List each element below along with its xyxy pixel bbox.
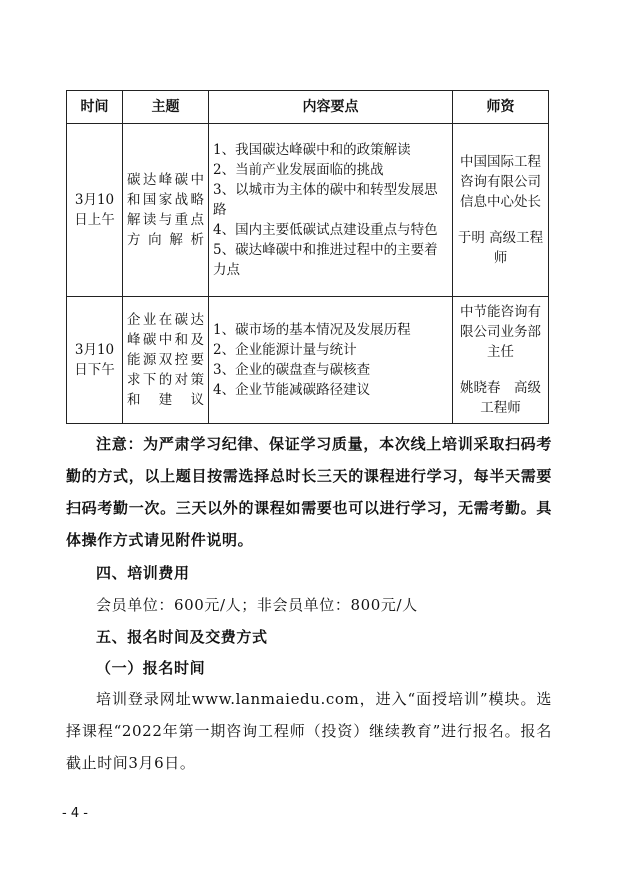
table-header-row [67,91,549,124]
session-content [209,124,453,297]
teacher-organization: 中节能咨询有限公司业务部主任 [460,304,541,360]
content-list [213,320,448,400]
content-item: 3、企业的碳盘查与碳核查 [213,362,371,378]
fee-text: 会员单位：600元/人；非会员单位：800元/人 [96,596,418,614]
session-topic: 碳达峰碳中和国家战略解读与重点方向解析 [123,124,209,297]
session-content [209,297,453,424]
session-teacher [453,124,549,297]
content-item: 1、碳市场的基本情况及发展历程 [213,322,411,338]
teacher-name: 于明 高级工程师 [457,230,544,266]
registration-time-text: 培训登录网址www.lanmaiedu.com，进入“面授培训”模块。选择课程“2022年第一期咨询工程师（投资）继续教育”进行报名。报名截止时间3月6日。 [66,690,552,772]
subsection-heading-registration-time: （一）报名时间 [96,659,206,677]
content-item: 4、企业节能减碳路径建议 [213,382,371,398]
header-teacher: 师资 [453,91,549,124]
session-time: 3月10日下午 [67,297,123,424]
attendance-notice: 注意：为严肃学习纪律、保证学习质量，本次线上培训采取扫码考勤的方式，以上题目按需选择总时长三天的课程进行学习，每半天需要扫码考勤一次。三天以外的课程如需要也可以进行学习，无需考勤。具体操作方式请见附件说明。 [66,435,552,549]
section-heading-fees: 四、培训费用 [96,564,190,582]
table-row [67,124,549,297]
content-item: 2、企业能源计量与统计 [213,342,357,358]
session-teacher [453,297,549,424]
teacher-name: 姚晓春 高级工程师 [460,380,541,416]
page-number: - 4 - [62,806,88,821]
teacher-organization: 中国国际工程咨询有限公司信息中心处长 [460,154,541,210]
content-item: 4、国内主要低碳试点建设重点与特色 [213,222,438,238]
header-time: 时间 [67,91,123,124]
table-row [67,297,549,424]
header-topic: 主题 [123,91,209,124]
session-time: 3月10日上午 [67,124,123,297]
header-content: 内容要点 [209,91,453,124]
content-item: 3、以城市为主体的碳中和转型发展思路 [213,182,438,218]
content-item: 5、碳达峰碳中和推进过程中的主要着力点 [213,242,438,278]
section-heading-registration: 五、报名时间及交费方式 [96,628,268,646]
content-item: 1、我国碳达峰碳中和的政策解读 [213,142,411,158]
content-list [213,140,448,280]
session-topic: 企业在碳达峰碳中和及能源双控要求下的对策和建议 [123,297,209,424]
course-schedule-table [66,90,549,424]
content-item: 2、当前产业发展面临的挑战 [213,162,384,178]
